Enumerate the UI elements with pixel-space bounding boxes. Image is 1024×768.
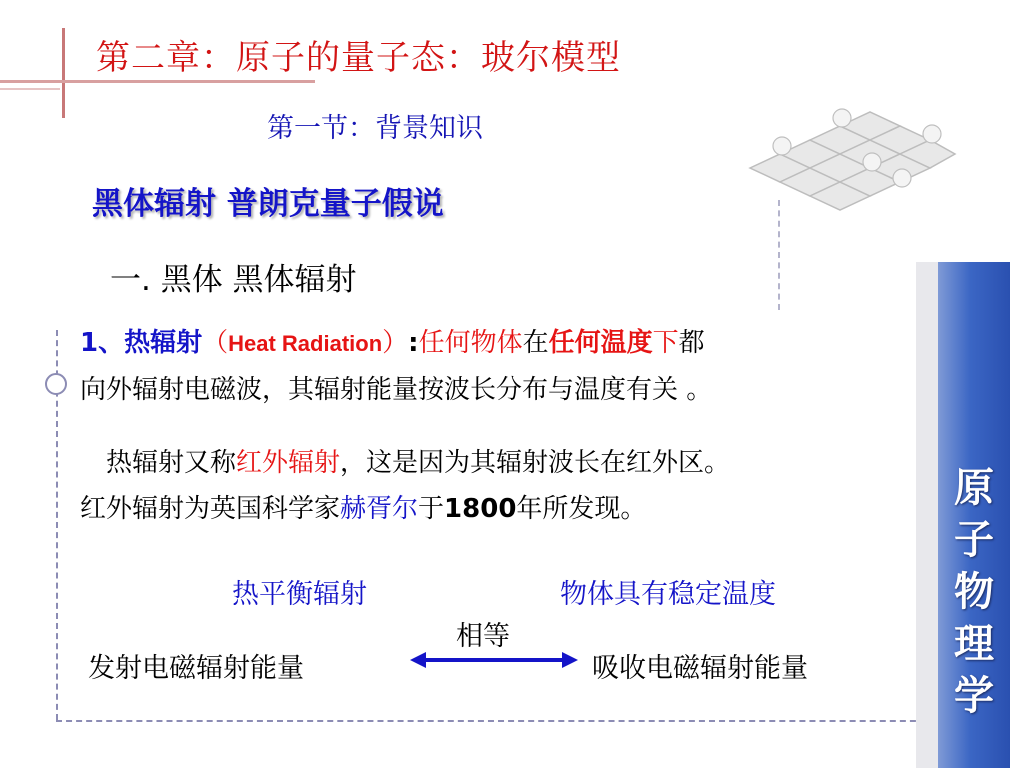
paragraph-infrared bbox=[80, 440, 730, 532]
text-discovery-c: 年所发现。 bbox=[516, 494, 647, 524]
paragraph-line-1 bbox=[80, 320, 712, 367]
chapter-title: 第二章：原子的量子态：玻尔模型 bbox=[96, 38, 621, 78]
sidebar-char: 学 bbox=[954, 673, 994, 719]
highlight-under: 下 bbox=[652, 328, 679, 358]
label-absorb-energy: 吸收电磁辐射能量 bbox=[592, 653, 808, 684]
label-equal: 相等 bbox=[456, 621, 510, 652]
colon: : bbox=[408, 328, 419, 358]
sidebar-title bbox=[938, 462, 1010, 722]
label-stable-temperature: 物体具有稳定温度 bbox=[560, 579, 776, 610]
paragraph-line-2 bbox=[80, 486, 730, 532]
decorative-red-horizontal-line-short bbox=[0, 88, 60, 90]
sidebar-char: 理 bbox=[954, 621, 994, 667]
text-lead: 热辐射又称 bbox=[106, 448, 237, 478]
text-at: 在 bbox=[522, 328, 549, 358]
label-thermal-equilibrium: 热平衡辐射 bbox=[232, 579, 367, 610]
text-reason: ，这是因为其辐射波长在红外区。 bbox=[340, 448, 731, 478]
paragraph-heat-radiation bbox=[80, 320, 712, 413]
highlight-herschel: 赫胥尔 bbox=[340, 494, 419, 524]
item-label: 1、热辐射 bbox=[80, 328, 203, 358]
label-emit-energy: 发射电磁辐射能量 bbox=[88, 653, 304, 684]
highlight-any-object: 任何物体 bbox=[418, 328, 523, 358]
paren-close: ） bbox=[382, 328, 409, 358]
year: 1800 bbox=[444, 494, 517, 524]
subheading: 一. 黑体 黑体辐射 bbox=[110, 262, 357, 298]
highlight-any-temperature: 任何温度 bbox=[548, 328, 653, 358]
topic-title: 黑体辐射 普朗克量子假说 bbox=[92, 186, 444, 222]
text-discovery-a: 红外辐射为英国科学家 bbox=[80, 494, 341, 524]
section-title: 第一节：背景知识 bbox=[267, 113, 483, 144]
text-all: 都 bbox=[678, 328, 705, 358]
sidebar-char: 原 bbox=[954, 465, 994, 511]
double-arrow-icon bbox=[408, 648, 580, 672]
paragraph-line-2: 向外辐射电磁波，其辐射能量按波长分布与温度有关 。 bbox=[80, 375, 713, 405]
decorative-circle-icon bbox=[45, 373, 67, 395]
decorative-dashed-horizontal-line bbox=[56, 720, 936, 722]
highlight-infrared: 红外辐射 bbox=[236, 448, 341, 478]
sidebar-char: 物 bbox=[954, 569, 994, 615]
paragraph-line-1 bbox=[80, 440, 730, 486]
sidebar-char: 子 bbox=[954, 517, 994, 563]
paren-open: （ bbox=[202, 328, 229, 358]
decorative-red-horizontal-line bbox=[0, 80, 315, 83]
text-discovery-b: 于 bbox=[418, 494, 445, 524]
decorative-cubes-graphic bbox=[720, 98, 960, 218]
decorative-red-vertical-line bbox=[62, 28, 65, 118]
english-term: Heat Radiation bbox=[228, 331, 383, 356]
